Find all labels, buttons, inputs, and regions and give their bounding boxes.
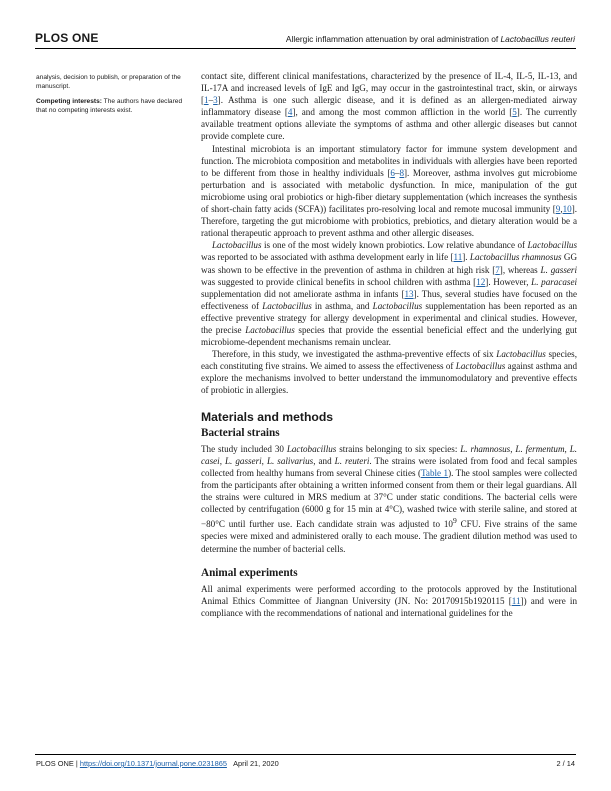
journal-logo: PLOS ONE xyxy=(35,31,99,45)
citation-link[interactable]: 7 xyxy=(495,264,500,275)
text: ]) and were in compliance with the recommendations of national and international guidelines for the xyxy=(201,595,577,618)
species-name: Lactobacillus xyxy=(262,300,312,311)
text: ], and among the most common affliction in the world [ xyxy=(292,107,513,118)
doi-link[interactable]: https://doi.org/10.1371/journal.pone.0231865 xyxy=(79,759,227,768)
main-column xyxy=(201,70,577,619)
competing-interests-text: The authors have declared that no competing interests exist. xyxy=(36,98,183,114)
text: CFU. Five strains of the same species were mixed and administered orally to each mouse. The gradient dilution method was used to determine the number of bacterial cells. xyxy=(201,519,577,554)
text: – xyxy=(208,95,214,106)
citation-link[interactable]: 12 xyxy=(476,276,486,287)
text: , xyxy=(219,455,225,466)
table-link[interactable]: Table 1 xyxy=(421,467,449,478)
text: ). The stool samples were collected from the participants after obtaining a written informed consent from them or their legal guardians. All the strains were cultured in MRS medium at 37°C under static conditions. The bacterial cells were collected by centrifugation (6000 g for 15 min at 4°C), washed twice with sterile saline, and stored at −80°C until further use. Each candidate strain was adjusted to 10 xyxy=(201,467,577,530)
subsection-heading-strains: Bacterial strains xyxy=(201,426,280,439)
citation-link[interactable]: 13 xyxy=(404,288,414,299)
species-name: Lactobacillus xyxy=(455,361,506,372)
footer-divider xyxy=(35,754,576,755)
text: supplementation has been reported as an effective preventive strategy for allergy development in experimental and clinical studies. However, the precise xyxy=(201,300,577,335)
paragraph-lactobacillus xyxy=(201,239,577,348)
species-name: L. paracasei xyxy=(531,276,578,287)
species-name: Lactobacillus xyxy=(527,240,577,251)
footer-date: April 21, 2020 xyxy=(233,759,279,768)
species-name: L. gasseri xyxy=(225,455,262,466)
species-name: L. fermentum xyxy=(515,443,565,454)
species-name: Lactobacillus xyxy=(372,300,423,311)
paragraph-strains xyxy=(201,443,577,555)
paragraph-aim xyxy=(201,348,577,396)
superscript: 9 xyxy=(452,516,457,526)
running-title xyxy=(286,34,575,44)
page-number: 2 / 14 xyxy=(556,759,575,768)
text: contact site, different clinical manifestations, characterized by the presence of IL-4, IL-5, IL-13, and IL-17A and increased levels of IgE and IgG, may occur in the gastrointestinal tract, skin, or airways [ xyxy=(201,71,577,106)
species-name: L. casei xyxy=(201,443,578,466)
citation-link[interactable]: 11 xyxy=(511,595,521,606)
text: GG was shown to be effective in the prevention of asthma in children at high risk [ xyxy=(201,252,578,275)
competing-interests-label: Competing interests: xyxy=(36,98,102,105)
text: Intestinal microbiota is an important stimulatory factor for immune system development and function. The microbiota composition and metabolites in individuals with allergies have been reported to be different from those in healthy individuals [ xyxy=(201,143,577,178)
text: , xyxy=(564,443,570,454)
footer-journal: PLOS ONE xyxy=(36,759,74,768)
species-name: Lactobacillus xyxy=(212,240,262,251)
text: ]. xyxy=(462,252,470,263)
text: ]. Asthma is one such allergic disease, and it is defined as an allergen-mediated airway inflammatory disease [ xyxy=(201,95,577,118)
paragraph-microbiota xyxy=(201,143,577,240)
species-name: Lactobacillus xyxy=(286,443,337,454)
text: ]. Thus, several studies have focused on the effectiveness of xyxy=(201,288,577,311)
text: ]. Therefore, targeting the gut microbiome with probiotics, prebiotics, and dietary alteration would be a rational therapeutic approach to prevent asthma and other allergic diseases. xyxy=(201,204,577,239)
sidebar xyxy=(36,73,186,121)
text: species, each constituting five strains. We aimed to assess the effectiveness of xyxy=(201,349,577,372)
species-name: L. rhamnosus xyxy=(460,443,511,454)
species-name: Lactobacillus rhamnosus xyxy=(469,252,562,263)
species-name: L. salivarius xyxy=(266,455,314,466)
text: species that provide the essential beneficial effect and the underlying gut microbiome-dependent mechanisms remain unclear. xyxy=(201,324,577,348)
citation-link[interactable]: 5 xyxy=(512,107,517,118)
text: against asthma and explore the mechanisms involved to better understand the immunomodulatory and preventive effects of probiotic in allergies. xyxy=(201,361,577,396)
text: ]. The currently available treatment options alleviate the symptoms of asthma and other allergic diseases but cannot provide complete cure. xyxy=(201,107,577,142)
text: ], whereas xyxy=(499,264,541,275)
text: , xyxy=(261,455,267,466)
species-name: L. gasseri xyxy=(540,264,577,275)
text: ]. However, xyxy=(485,276,532,287)
text: supplementation did not ameliorate asthma in infants [ xyxy=(201,288,405,299)
text: . The strains were isolated from food and fecal samples collected from healthy humans from several Chinese cities ( xyxy=(201,455,578,478)
text: Therefore, in this study, we investigated the asthma-preventive effects of six xyxy=(212,349,497,360)
paragraph-animals xyxy=(201,583,577,619)
text: All animal experiments were performed according to the protocols approved by the Institutional Animal Ethics Committee of Jiangnan University (JN. No: 20170915b1920115 [ xyxy=(201,583,577,606)
citation-link[interactable]: 4 xyxy=(287,107,293,118)
footer-citation xyxy=(36,759,279,768)
text: is one of the most widely known probiotics. Low relative abundance of xyxy=(261,240,528,251)
species-name: Lactobacillus xyxy=(245,324,295,335)
text: was suggested to provide clinical benefits in school children with asthma [ xyxy=(201,276,477,287)
text: , xyxy=(560,204,563,215)
citation-link[interactable]: 11 xyxy=(453,252,463,263)
species-name: L. reuteri xyxy=(334,455,370,466)
header-divider xyxy=(35,48,576,49)
citation-link[interactable]: 9 xyxy=(555,204,561,215)
paragraph-allergy xyxy=(201,70,577,143)
section-heading-methods: Materials and methods xyxy=(201,409,334,424)
citation-link[interactable]: 10 xyxy=(562,204,572,215)
text: , xyxy=(510,443,516,454)
funding-statement-tail: analysis, decision to publish, or preparation of the manuscript. xyxy=(36,74,181,90)
text: , and xyxy=(313,455,335,466)
subsection-heading-animals: Animal experiments xyxy=(201,566,298,579)
running-title-species: Lactobacillus reuteri xyxy=(500,34,575,44)
citation-link[interactable]: 3 xyxy=(213,95,218,106)
citation-link[interactable]: 8 xyxy=(399,167,405,178)
competing-interests xyxy=(36,97,186,115)
text: ]. Moreover, asthma involves gut microbiome perturbation and is associated with metabolic dysfunction. In mice, manipulation of the gut microbiome using oral probiotics or high-fiber dietary supplementation (which increases the synthesis of short-chain fatty acids (SCFA)) facilitates pro-resolving local and remote mucosal immunity [ xyxy=(201,167,578,215)
text: in asthma, and xyxy=(311,300,373,311)
citation-link[interactable]: 1 xyxy=(204,95,209,106)
text: – xyxy=(394,167,400,178)
text: The study included 30 xyxy=(201,443,287,454)
text: strains belonging to six species: xyxy=(336,443,461,454)
species-name: Lactobacillus xyxy=(496,349,546,360)
running-title-text: Allergic inflammation attenuation by oral administration of xyxy=(285,34,501,44)
text: was reported to be associated with asthma development early in life [ xyxy=(201,252,454,263)
footer-separator: | xyxy=(73,759,80,768)
citation-link[interactable]: 6 xyxy=(390,167,395,178)
